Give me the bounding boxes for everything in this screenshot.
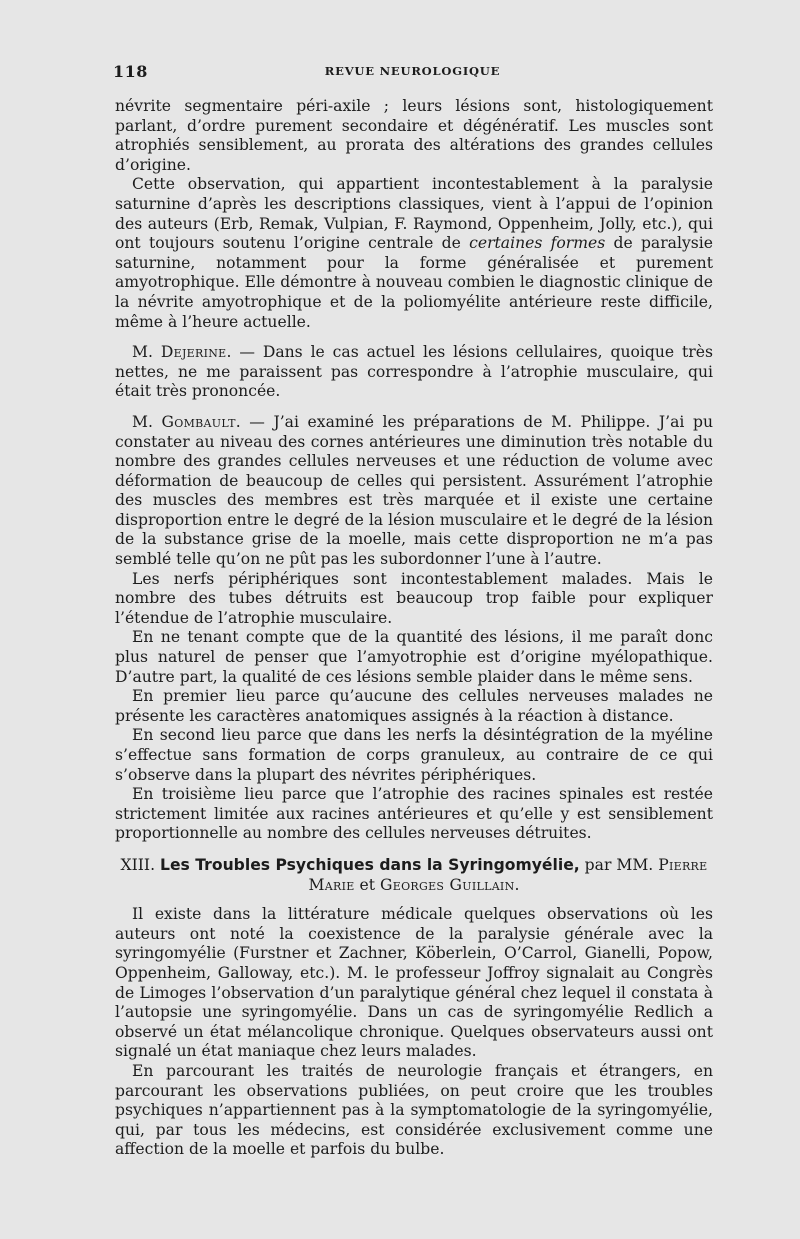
- text-run: Cette observation, qui appartient incontestablement à la paralysie saturnine d’après les descriptions classiques, vient à l’appui de l’opinion des auteurs (Erb, Remak, Vulpian, F. Raymond, Oppenheim, Jolly, etc.), qui ont toujours soutenu l’origine centrale de: [115, 175, 713, 253]
- page-header: [113, 62, 712, 86]
- paragraph: En second lieu parce que dans les nerfs la désintégration de la myéline s’effectue sans formation de corps granuleux, au contraire de ce qui s’observe dans la plupart des névrites périphériques.: [115, 726, 713, 784]
- paragraph: [115, 175, 713, 332]
- paragraph: En troisième lieu parce que l’atrophie des racines spinales est restée strictement limitée aux racines antérieures et qu’elle y est sensiblement proportionnelle au nombre des cellules nerveuses détruites.: [115, 785, 713, 843]
- speaker-prefix: M.: [132, 343, 161, 362]
- paragraph: névrite segmentaire péri-axile ; leurs lésions sont, histologiquement parlant, d’ordre purement secondaire et dégénératif. Les muscles sont atrophiés sensiblement, au prorata des altérations des grandes cellules d’origine.: [115, 97, 713, 174]
- text-run: . — J’ai examiné les préparations de M. Philippe. J’ai pu constater au niveau des cornes antérieures une diminution très notable du nombre des grandes cellules nerveuses et une réduction de volume avec déformation de beaucoup de celles qui persistent. Assurément l’atrophie des muscles des membres est très marquée et il existe une certaine disproportion entre le degré de la lésion musculaire et le degré de la lésion de la substance grise de la moelle, mais cette disproportion ne m’a pas semblé telle qu’on ne pût pas les subordonner l’une à l’autre.: [115, 412, 713, 569]
- running-title: REVUE NEUROLOGIQUE: [324, 64, 501, 78]
- author-name: Georges Guillain: [380, 875, 515, 894]
- text-run: . — Dans le cas actuel les lésions cellulaires, quoique très nettes, ne me paraissent pas correspondre à l’atrophie musculaire, qui était très prononcée.: [115, 343, 713, 401]
- paragraph: En ne tenant compte que de la quantité des lésions, il me paraît donc plus naturel de penser que l’amyotrophie est d’origine myélopathique. D’autre part, la qualité de ces lésions semble plaider dans le même sens.: [115, 628, 713, 686]
- body-text: [115, 97, 713, 1160]
- emphasis: certaines formes: [469, 234, 606, 253]
- byline-text: .: [514, 875, 520, 894]
- paragraph: En parcourant les traités de neurologie français et étrangers, en parcourant les observations publiées, on peut croire que les troubles psychiques n’appartiennent pas à la symptomatologie de la syringomyélie, qui, par tous les médecins, est considérée exclusivement comme une affection de la moelle et parfois du bulbe.: [115, 1061, 713, 1159]
- text-run: de paralysie saturnine, notamment pour la forme généralisée et purement amyotrophique. Elle démontre à nouveau combien le diagnostic clinique de la névrite amyotrophique et de la poliomyélite antérieure reste difficile, même à l’heure actuelle.: [115, 234, 713, 331]
- speaker-prefix: M.: [132, 412, 162, 431]
- speaker-name: Gombault: [161, 412, 236, 431]
- author-name: Pierre Marie: [308, 855, 708, 894]
- page-number: 118: [113, 62, 148, 81]
- speaker-name: Dejerine: [160, 343, 227, 362]
- paragraph: Les nerfs périphériques sont incontestablement malades. Mais le nombre des tubes détruits est beaucoup trop faible pour expliquer l’étendue de l’atrophie musculaire.: [115, 569, 713, 627]
- dejerine-remark: [115, 343, 713, 402]
- paragraph: En premier lieu parce qu’aucune des cellules nerveuses malades ne présente les caractères anatomiques assignés à la réaction à distance.: [115, 687, 713, 725]
- gombault-remark: [115, 413, 713, 570]
- byline-text: par MM.: [579, 855, 659, 874]
- section-heading: [115, 856, 713, 895]
- byline-text: et: [354, 875, 381, 894]
- paragraph: Il existe dans la littérature médicale quelques observations où les auteurs ont noté la coexistence de la paralysie générale avec la syringomyélie (Furstner et Zachner, Köberlein, O’Carrol, Gianelli, Popow, Oppenheim, Galloway, etc.). M. le professeur Joffroy signalait au Congrès de Limoges l’observation d’un paralytique général chez lequel il constata à l’autopsie une syringomyélie. Dans un cas de syringomyélie Redlich a observé un état mélancolique chronique. Quelques observateurs aussi ont signalé un état maniaque chez leurs malades.: [115, 905, 713, 1061]
- section-title: Les Troubles Psychiques dans la Syringomyélie,: [160, 855, 580, 874]
- section-number: XIII.: [120, 855, 156, 874]
